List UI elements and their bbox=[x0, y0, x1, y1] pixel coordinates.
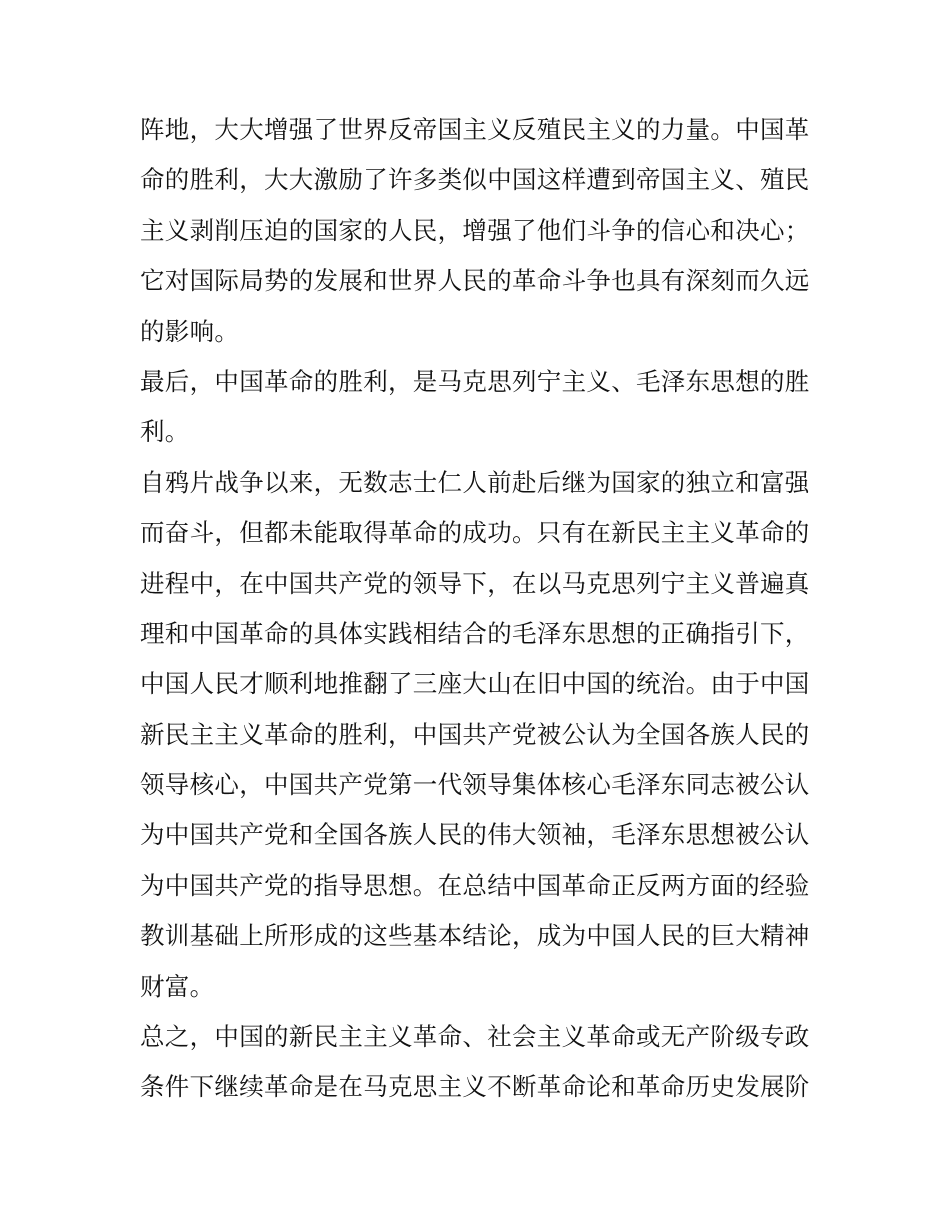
text-line: 最后，中国革命的胜利，是马克思列宁主义、毛泽东思想的胜 bbox=[140, 366, 810, 396]
text-line: 条件下继续革命是在马克思主义不断革命论和革命历史发展阶 bbox=[140, 1072, 810, 1102]
text-line: 为中国共产党的指导思想。在总结中国革命正反两方面的经验 bbox=[140, 870, 810, 900]
text-line: 进程中，在中国共产党的领导下，在以马克思列宁主义普遍真 bbox=[140, 568, 810, 598]
text-line: 而奋斗，但都未能取得革命的成功。只有在新民主主义革命的 bbox=[140, 518, 810, 548]
text-line: 中国人民才顺利地推翻了三座大山在旧中国的统治。由于中国 bbox=[140, 669, 810, 699]
text-line: 领导核心，中国共产党第一代领导集体核心毛泽东同志被公认 bbox=[140, 770, 810, 800]
text-line: 主义剥削压迫的国家的人民，增强了他们斗争的信心和决心； bbox=[140, 215, 810, 245]
text-line: 理和中国革命的具体实践相结合的毛泽东思想的正确指引下， bbox=[140, 618, 810, 648]
text-line: 命的胜利，大大激励了许多类似中国这样遭到帝国主义、殖民 bbox=[140, 165, 810, 195]
text-line: 为中国共产党和全国各族人民的伟大领袖，毛泽东思想被公认 bbox=[140, 820, 810, 850]
text-line: 阵地，大大增强了世界反帝国主义反殖民主义的力量。中国革 bbox=[140, 115, 810, 144]
text-line: 自鸦片战争以来，无数志士仁人前赴后继为国家的独立和富强 bbox=[140, 467, 810, 497]
text-line: 教训基础上所形成的这些基本结论，成为中国人民的巨大精神 bbox=[140, 921, 810, 951]
text-line: 利。 bbox=[140, 417, 190, 447]
text-line: 总之，中国的新民主主义革命、社会主义革命或无产阶级专政 bbox=[140, 1022, 810, 1052]
text-line: 它对国际局势的发展和世界人民的革命斗争也具有深刻而久远 bbox=[140, 266, 810, 296]
text-line: 的影响。 bbox=[140, 316, 240, 346]
text-line: 财富。 bbox=[140, 971, 215, 1001]
text-line: 新民主主义革命的胜利，中国共产党被公认为全国各族人民的 bbox=[140, 719, 810, 749]
body-text bbox=[140, 105, 820, 1113]
